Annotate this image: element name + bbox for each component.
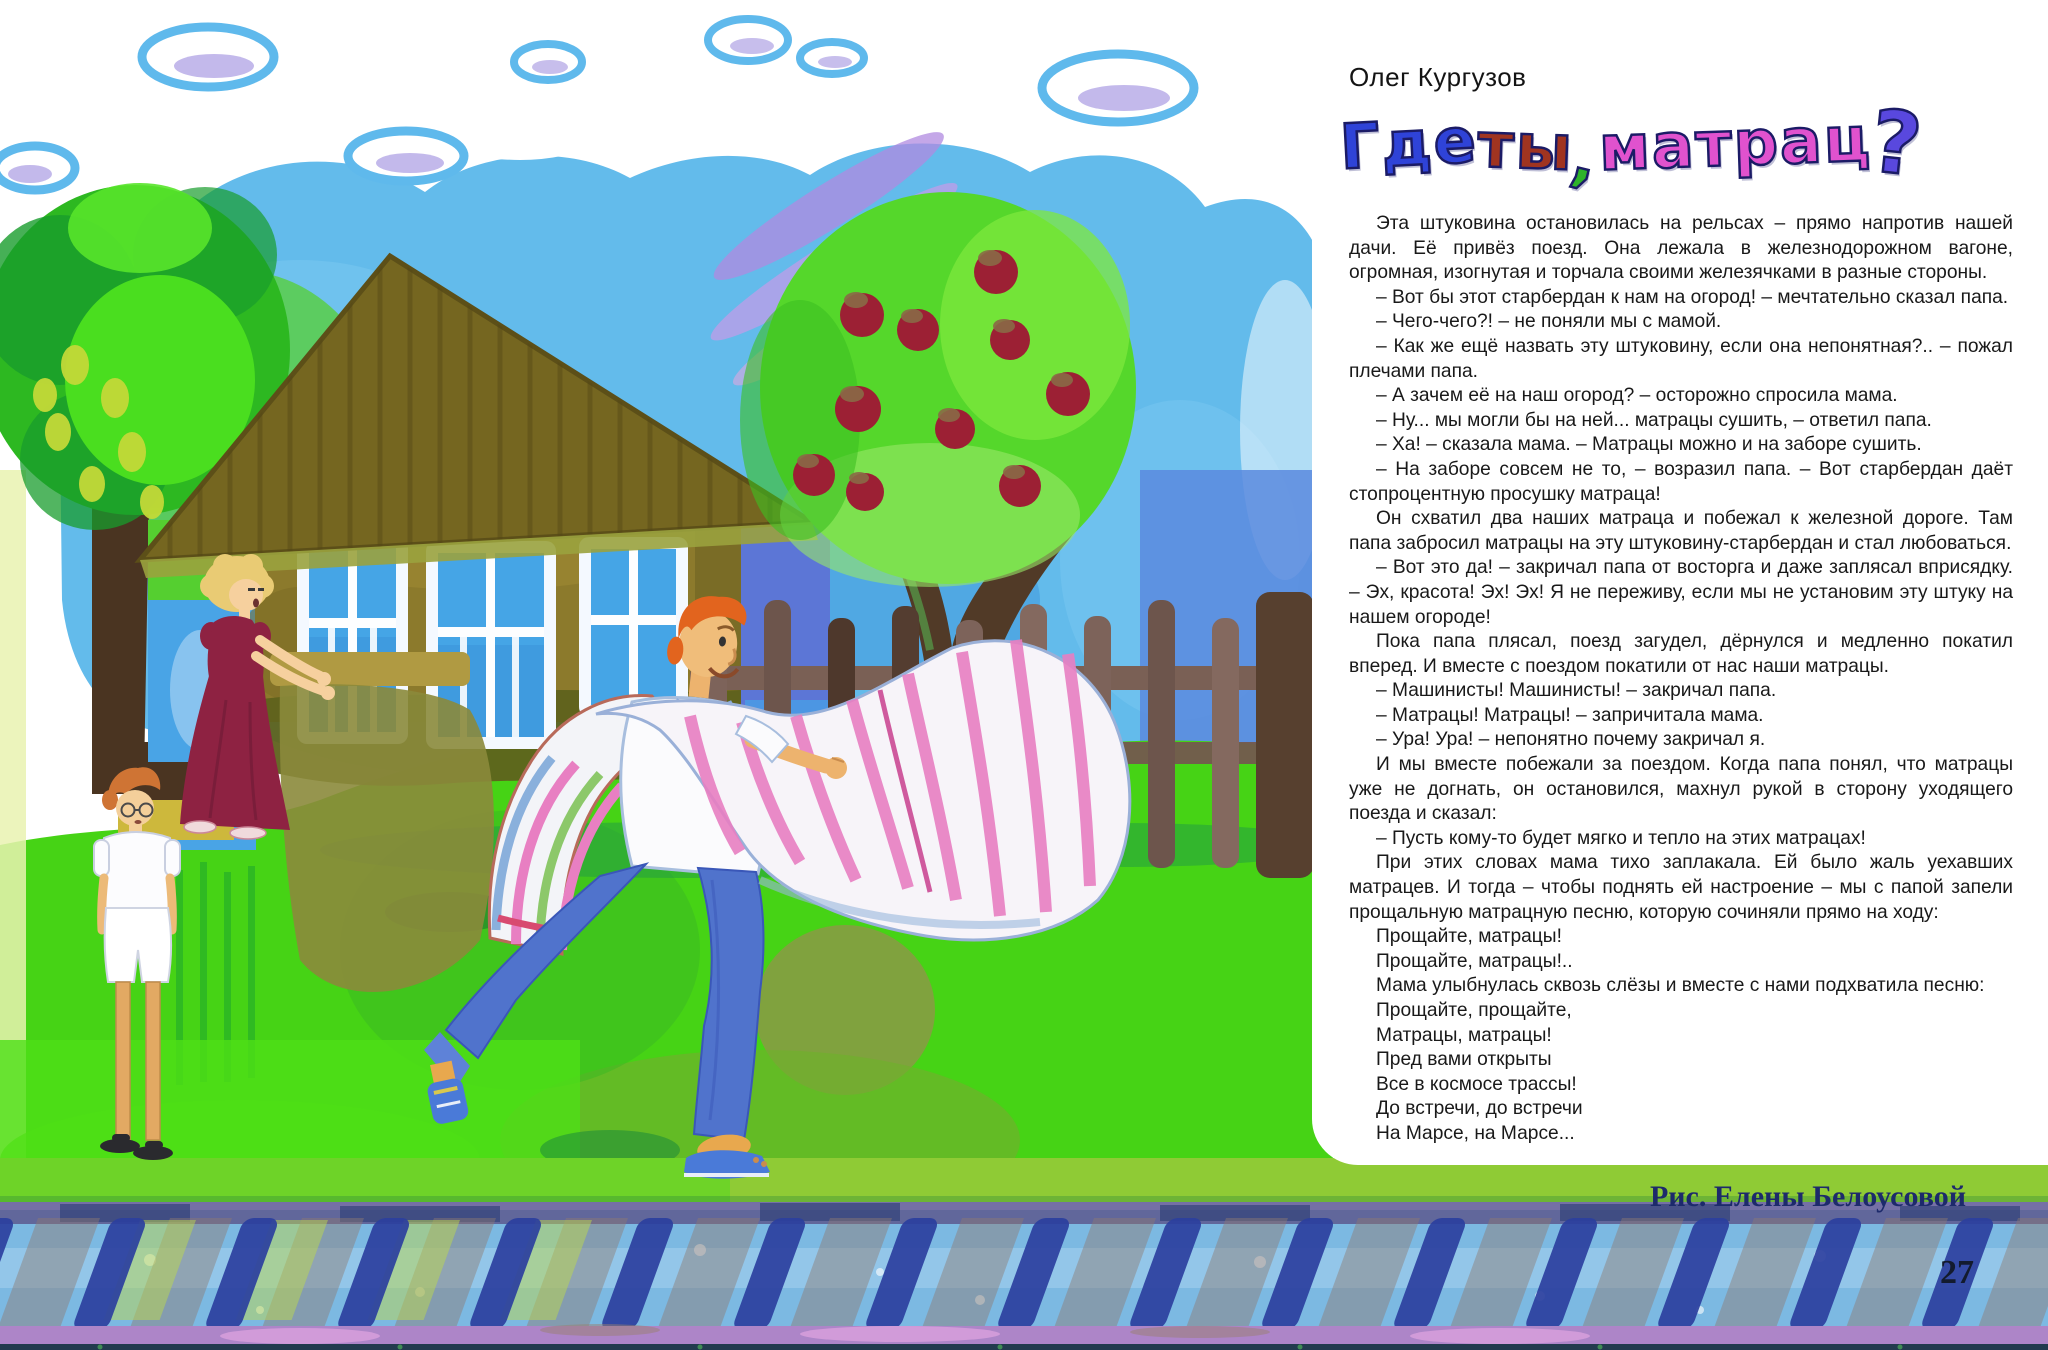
story-text-panel bbox=[1312, 0, 2048, 1165]
story-paragraph: Все в космосе трассы! bbox=[1376, 1073, 1577, 1095]
house-window bbox=[579, 537, 688, 717]
story-paragraph: При этих словах мама тихо заплакала. Ей было жаль уехавших матрацев. И тогда – чтобы поднять ей настроение – мы с папой запели прощальную матрацную песню, которую сочиняли прямо на ходу: bbox=[1349, 852, 2013, 923]
cloud-icon bbox=[514, 44, 582, 80]
cloud-icon bbox=[348, 131, 464, 181]
porch-mound bbox=[280, 684, 494, 992]
cloud-icon bbox=[0, 146, 75, 190]
story-body bbox=[1349, 212, 2013, 1147]
story-paragraph: – Чего-чего?! – не поняли мы с мамой. bbox=[1376, 311, 1722, 333]
title-part: Где bbox=[1338, 103, 1480, 184]
story-paragraph: – Вот это да! – закричал папа от восторга и даже заплясал вприсядку. – Эх, красота! Эх! Эх! Я не переживу, если мы не установим эту штуку на нашем огороде! bbox=[1349, 557, 2013, 628]
story-paragraph: – На заборе совсем не то, – возразил папа. – Вот старбердан даёт стопроцентную просушку матраца! bbox=[1349, 458, 2013, 505]
story-paragraph: Прощайте, матрацы! bbox=[1376, 926, 1562, 948]
story-paragraph: Пред вами открыты bbox=[1376, 1049, 1552, 1071]
cloud-icon bbox=[708, 19, 788, 61]
title-part: ? bbox=[1865, 91, 1928, 197]
story-paragraph: Эта штуковина остановилась на рельсах – прямо напротив нашей дачи. Её привёз поезд. Она лежала в железнодорожном вагоне, огромная, изогнутая и торчала своими железячками в разные стороны. bbox=[1349, 213, 2013, 284]
story-paragraph: – А зачем её на наш огород? – осторожно спросила мама. bbox=[1376, 385, 1898, 407]
cloud-icon bbox=[800, 42, 864, 74]
title-part: , bbox=[1565, 120, 1608, 199]
illustration-credit: Рис. Елены Белоусовой bbox=[1649, 1180, 1966, 1213]
story-paragraph: – Как же ещё назвать эту штуковину, если она непонятная?.. – пожал плечами папа. bbox=[1349, 335, 2013, 382]
page-number: 27 bbox=[1940, 1254, 1974, 1291]
story-paragraph: – Ну... мы могли бы на ней... матрацы сушить, – ответил папа. bbox=[1376, 409, 1932, 431]
story-paragraph: Он схватил два наших матраца и побежал к железной дороге. Там папа забросил матрацы на эту штуковину-старбердан и стал любоваться. bbox=[1349, 508, 2013, 554]
story-paragraph: Прощайте, матрацы!.. bbox=[1376, 950, 1573, 972]
story-title bbox=[1338, 86, 1928, 199]
story-paragraph: Мама улыбнулась сквозь слёзы и вместе с нами подхватила песню: bbox=[1376, 975, 1985, 997]
cloud-icon bbox=[142, 27, 274, 87]
story-paragraph: – Матрацы! Матрацы! – запричитала мама. bbox=[1376, 704, 1764, 726]
fence-corner-post bbox=[1256, 592, 1314, 878]
story-paragraph: – Машинисты! Машинисты! – закричал папа. bbox=[1376, 680, 1777, 702]
author-name: Олег Кургузов bbox=[1349, 62, 1527, 92]
story-paragraph: Матрацы, матрацы! bbox=[1376, 1024, 1552, 1046]
story-paragraph: Прощайте, прощайте, bbox=[1376, 1000, 1572, 1021]
story-paragraph: Пока папа плясал, поезд загудел, дёрнулся и медленно покатил вперед. И вместе с поездом покатили от нас наши матрацы. bbox=[1349, 631, 2013, 677]
story-paragraph: До встречи, до встречи bbox=[1376, 1098, 1583, 1120]
title-part: матрац bbox=[1598, 102, 1874, 185]
story-paragraph: И мы вместе побежали за поездом. Когда папа понял, что матрацы уже не догнать, он остановился, махнул рукой в сторону уходящего поезда и сказал: bbox=[1349, 754, 2013, 825]
cloud-icon bbox=[1042, 54, 1194, 122]
story-paragraph: – Пусть кому-то будет мягко и тепло на этих матрацах! bbox=[1376, 827, 1866, 849]
story-paragraph: – Вот бы этот старбердан к нам на огород! – мечтательно сказал папа. bbox=[1376, 286, 2009, 308]
title-part: ты bbox=[1476, 108, 1575, 185]
story-paragraph: – Ура! Ура! – непонятно почему закричал я. bbox=[1376, 729, 1766, 751]
story-paragraph: – Ха! – сказала мама. – Матрацы можно и на заборе сушить. bbox=[1376, 434, 1922, 456]
story-paragraph: На Марсе, на Марсе... bbox=[1376, 1122, 1575, 1144]
